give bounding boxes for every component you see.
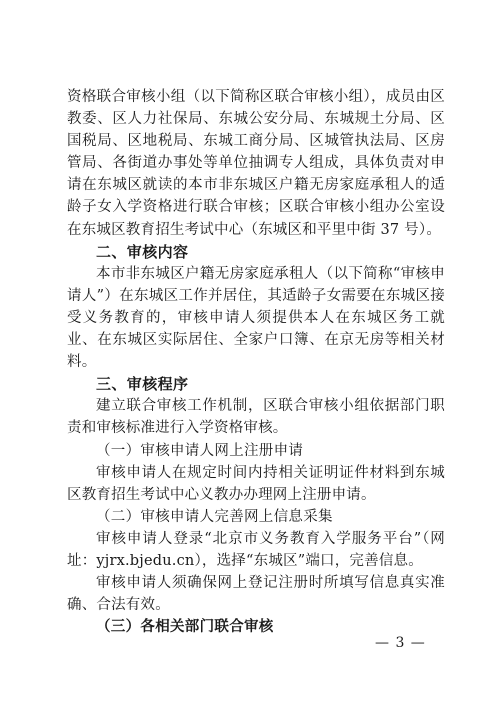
page-number: — 3 — [375,635,426,651]
paragraph-online-info-collection: 审核申请人登录“北京市义务教育入学服务平台”（网址：yjrx.bjedu.cn），选择“东城区”端口，完善信息。 [67,530,445,569]
paragraph-review-group: 资格联合审核小组（以下简称区联合审核小组），成员由区教委、区人力社保局、东城公安分局、东城规土分局、区国税局、区地税局、东城工商分局、区城管执法局、区房管局、各街道办事处等单位抽调专人组成，具体负责对申请在东城区就读的本市非东城区户籍无房家庭承租人的适龄子女入学资格进行联合审核；区联合审核小组办公室设在东城区教育招生考试中心（东城区和平里中街 37 号）。 [67,89,445,238]
heading-review-content: 二、审核内容 [96,242,189,261]
subheading-joint-review: （三）各相关部门联合审核 [96,619,274,636]
subheading-online-registration: （一）审核申请人网上注册申请 [96,442,304,459]
document-body [67,86,445,638]
heading-review-procedure: 三、审核程序 [96,375,189,394]
paragraph-review-content: 本市非东城区户籍无房家庭承租人（以下简称“审核申请人”）在东城区工作并居住，其适龄子女需要在东城区接受义务教育的，审核申请人须提供本人在东城区务工就业、在东城区实际居住、全家户口簿、在京无房等相关材料。 [67,265,445,371]
paragraph-info-accuracy: 审核申请人须确保网上登记注册时所填写信息真实准确、合法有效。 [67,575,445,614]
paragraph-online-registration: 审核申请人在规定时间内持相关证明证件材料到东城区教育招生考试中心义教办办理网上注册申请。 [67,464,445,503]
subheading-online-info-collection: （二）审核申请人完善网上信息采集 [96,508,333,525]
paragraph-review-mechanism: 建立联合审核工作机制，区联合审核小组依据部门职责和审核标准进行入学资格审核。 [67,398,445,437]
